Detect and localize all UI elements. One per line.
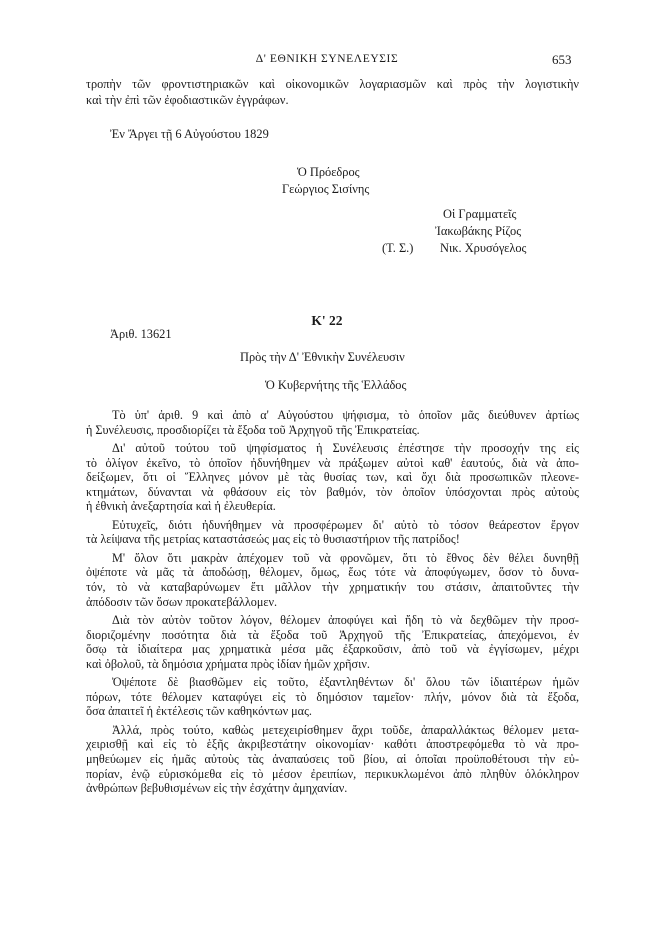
text-line: Μ' ὅλον ὅτι μακρὰν ἀπέχομεν τοῦ νὰ φρονῶμεν, ὅτι τὸ ἔθνος δὲν θέλει δυνηθῇ <box>112 550 579 565</box>
secretaries-title: Οἱ Γραμματεῖς <box>443 207 517 221</box>
text-line: δείξωμεν, ὅτι οἱ Ἕλληνες μόνον μὲ τὰς θυσίας των, καὶ ὄχι διὰ προσωπικῶν πλεονε- <box>86 470 579 485</box>
letter-body <box>86 408 579 796</box>
text-line: Τὸ ὑπ' ἀριθ. 9 καὶ ἀπὸ α' Αὐγούστου ψήφισμα, τὸ ὁποῖον μᾶς διεύθυνεν ἀρτίως <box>112 408 579 422</box>
secretary-name: Νικ. Χρυσόγελος <box>440 241 527 255</box>
text-line: Δι' αὐτοῦ τούτου τοῦ ψηφίσματος ἡ Συνέλευσις ἐπέστησε τὴν προσοχήν της εἰς <box>112 441 579 456</box>
text-line: Εὐτυχεῖς, διότι ἠδυνήθημεν νὰ προσφέρωμεν δι' αὐτὸ τὸ τόσον θεάρεστον ἔργον <box>112 517 579 532</box>
secretary-name: Ἰακωβάκης Ρίζος <box>435 224 522 238</box>
president-name: Γεώργιος Σισίνης <box>282 182 370 196</box>
text-line: πορίαν, ἐνῷ εὑρισκόμεθα εἰς τὸ μέσον ἐρειπίων, περικυκλωμένοι ἀπὸ πληθὺν ὁλόκληρον <box>86 766 579 781</box>
continuation-line: τροπὴν τῶν φροντιστηριακῶν καὶ οἰκονομικῶν λογαριασμῶν καὶ πρὸς τὴν λογιστικὴν <box>86 77 579 91</box>
paragraph <box>86 408 579 437</box>
president-title: Ὁ Πρόεδρος <box>297 165 360 179</box>
text-line: χειρισθῇ καὶ εἰς τὸ ἑξῆς ἀκριβεστάτην οἰκονομίαν· καθότι ἀποστρεφόμεθα τὸ νὰ προ- <box>86 737 579 752</box>
text-line: καὶ ὀβολοῦ, τὰ δημόσια χρήματα πρὸς ἰδίαν ἡμῶν χρῆσιν. <box>86 656 370 671</box>
text-line: Ὀψέποτε δὲ βιασθῶμεν εἰς τοῦτο, ἐξαντληθέντων δι' ὅλου τῶν ἰδιαιτέρων ἡμῶν <box>112 675 579 690</box>
text-line: ἡ Συνέλευσις, προσδιορίζει τὰ ἔξοδα τοῦ Ἀρχηγοῦ τῆς Ἐπικρατείας. <box>86 422 420 437</box>
running-title: Δ' ΕΘΝΙΚΗ ΣΥΝΕΛΕΥΣΙΣ <box>255 53 399 65</box>
text-line: Ἀλλά, πρὸς τούτο, καθὼς μετεχειρίσθημεν ἄχρι τοῦδε, ἀπαραλλάκτως θέλομεν μετα- <box>112 722 579 737</box>
text-line: ὀψέποτε νὰ μᾶς τὰ ἀποδώσῃ, θέλομεν, ὅμως, ἕως τότε νὰ ἀποφύγωμεν, ὅσον τὸ δυνα- <box>86 565 579 580</box>
text-line: Διὰ τὸν αὐτὸν τοῦτον λόγον, θέλομεν ἀποφύγει καὶ ἤδη τὸ νὰ δεχθῶμεν τὴν προσ- <box>112 613 579 628</box>
paragraph <box>86 613 579 671</box>
continuation-line: καὶ τὴν ἐπὶ τῶν ἐφοδιαστικῶν ἐγγράφων. <box>86 92 289 107</box>
text-line: διοριζομένην ποσότητα διὰ τὰ ἔξοδα τοῦ Ἀρχηγοῦ τῆς Ἐπικρατείας, ἀπεχόμενοι, ἐν <box>86 627 579 642</box>
text-line: ἀνθρώπων βεβυθισμένων εἰς τὴν ἐσχάτην ἀμηχανίαν. <box>86 781 348 796</box>
text-line: ἡ ἐθνικὴ ἀνεξαρτησία καὶ ἡ ἐλευθερία. <box>86 499 276 514</box>
text-line: τὸ ὀλίγον ἐκεῖνο, τὸ ὁποῖον ἠδυνήθημεν νὰ πράξωμεν αὐτοὶ καθ' ἑαυτούς, διὰ νὰ ἀπο- <box>86 455 579 470</box>
seal-mark: (Τ. Σ.) <box>382 241 414 255</box>
text-line: τόν, τὸ νὰ καταβαρύνωμεν ἔτι μᾶλλον τὴν χρηματικήν του στάσιν, ἀπαιτοῦντες τὴν <box>86 580 579 595</box>
paragraph <box>86 551 579 609</box>
sender: Ὁ Κυβερνήτης τῆς Ἑλλάδος <box>265 378 407 392</box>
document-label: Κ' 22 <box>311 313 343 328</box>
continuation-text <box>86 77 579 108</box>
addressee: Πρὸς τὴν Δ' Ἐθνικὴν Συνέλευσιν <box>240 350 405 364</box>
document-number: Ἀριθ. 13621 <box>110 327 172 341</box>
text-line: ὅσῳ τὰ ἰδιαίτερα μας χρηματικὰ μέσα μᾶς ἐξαρκοῦσιν, ἀπὸ τοῦ νὰ ἐγγίσωμεν, μέχρι <box>86 642 579 657</box>
text-line: πόρων, τότε θέλομεν καταφύγει εἰς τὸ δημόσιον ταμεῖον· πλήν, μόνον διὰ τὰ ἔξοδα, <box>86 689 579 704</box>
paragraph <box>86 723 579 796</box>
paragraph <box>86 675 579 719</box>
paragraph <box>86 441 579 514</box>
text-line: ὅσα ἀπαιτεῖ ἡ ἐκτέλεσις τῶν καθηκόντων μας. <box>86 704 312 719</box>
paragraph <box>86 518 579 547</box>
page-number: 653 <box>552 52 572 67</box>
text-line: μηθεύωμεν εἰς ἡμᾶς αὐτοὺς τὰς ἀναπαύσεις τοῦ βίου, αἱ ὁποῖαι προϋποθέτουσι τὴν εὐ- <box>86 752 579 767</box>
text-line: κτημάτων, δύνανται νὰ φθάσουν εἰς τὸν βαθμόν, τὸν ὁποῖον ὑπόσχονται πρὸς αὐτοὺς <box>86 484 579 499</box>
dateline: Ἐν Ἄργει τῇ 6 Αὐγούστου 1829 <box>110 127 269 141</box>
text-line: τὰ λείψανα τῆς μετρίας καταστάσεώς μας εἰς τὸ θυσιαστήριον τῆς πατρίδος! <box>86 532 460 547</box>
text-line: ἀπόδοσιν τῶν ὅσων προκατεβάλλομεν. <box>86 594 278 609</box>
